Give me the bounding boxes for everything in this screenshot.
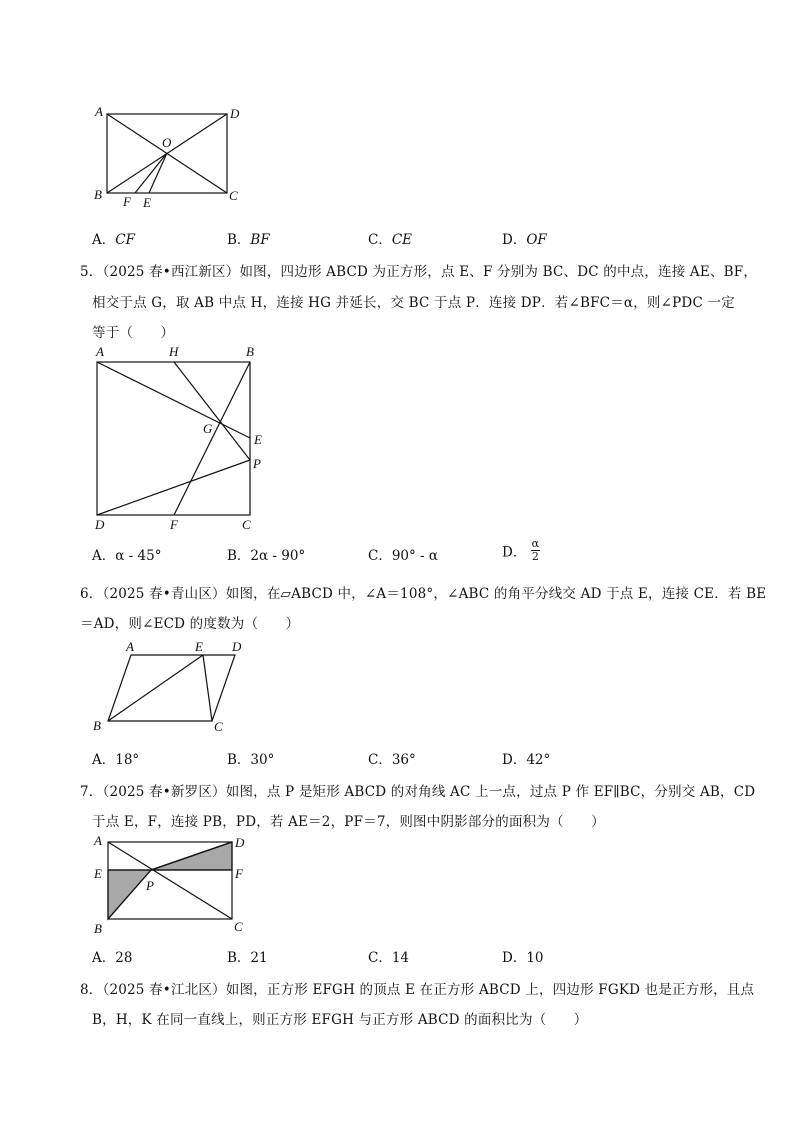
q5-line-3: 等于（ ） xyxy=(92,325,175,341)
q5-option-d[interactable]: D． $\frac{\alpha}{2}$ xyxy=(502,537,540,563)
label-D: D xyxy=(95,517,105,532)
figure-q6 xyxy=(88,637,258,737)
label-E: E xyxy=(195,639,203,654)
q7-option-d[interactable]: D．10 xyxy=(502,950,544,966)
label-B: B xyxy=(94,187,102,202)
q5-option-b[interactable]: B．2α - 90° xyxy=(227,548,306,564)
figure-q4 xyxy=(90,100,250,215)
label-P: P xyxy=(253,456,261,471)
segment-ce xyxy=(203,655,212,721)
q7-line-2: 于点 E，F，连接 PB，PD，若 AE＝2，PF＝7，则图中阴影部分的面积为（ ） xyxy=(92,814,605,830)
label-A: A xyxy=(94,833,102,848)
label-D: D xyxy=(230,106,240,121)
q6-option-d[interactable]: D．42° xyxy=(502,752,551,768)
q4-option-b[interactable]: B．BF xyxy=(227,232,270,248)
label-O: O xyxy=(162,135,172,150)
label-C: C xyxy=(234,919,243,934)
q8-line-1: 8．（2025 春•江北区）如图，正方形 EFGH 的顶点 E 在正方形 ABCD 上，四边形 FGKD 也是正方形，且点 xyxy=(80,982,755,998)
q6-line-1: 6．（2025 春•青山区）如图，在▱ABCD 中，∠A＝108°，∠ABC 的角平分线交 AD 于点 E，连接 CE．若 BE xyxy=(80,586,767,602)
q5-option-c[interactable]: C．90° - α xyxy=(368,548,439,564)
label-E: E xyxy=(254,432,262,447)
q7-option-b[interactable]: B．21 xyxy=(227,950,268,966)
label-F: F xyxy=(235,866,243,881)
q6-option-c[interactable]: C．36° xyxy=(368,752,416,768)
label-D: D xyxy=(232,639,242,654)
segment-be xyxy=(108,655,203,721)
q7-option-a[interactable]: A．28 xyxy=(92,950,133,966)
label-C: C xyxy=(229,188,238,203)
label-D: D xyxy=(235,835,245,850)
q5-option-a[interactable]: A．α - 45° xyxy=(92,548,162,564)
label-B: B xyxy=(93,718,101,733)
q7-line-1: 7．（2025 春•新罗区）如图，点 P 是矩形 ABCD 的对角线 AC 上一点，过点 P 作 EF∥BC，分别交 AB，CD xyxy=(80,784,756,800)
q6-option-b[interactable]: B．30° xyxy=(227,752,275,768)
q4-option-a[interactable]: A．CF xyxy=(92,232,135,248)
q4-option-c[interactable]: C．CE xyxy=(368,232,413,248)
q4-option-d[interactable]: D．OF xyxy=(502,232,547,248)
q6-option-a[interactable]: A．18° xyxy=(92,752,140,768)
label-E: E xyxy=(94,866,102,881)
label-A: A xyxy=(96,344,104,359)
q6-line-2: ＝AD，则∠ECD 的度数为（ ） xyxy=(80,616,300,632)
label-H: H xyxy=(169,344,179,359)
square-abcd xyxy=(97,362,250,515)
q5-line-2: 相交于点 G，取 AB 中点 H，连接 HG 并延长，交 BC 于点 P．连接 DP．若∠BFC＝α，则∠PDC 一定 xyxy=(92,295,735,311)
segment-bf xyxy=(174,362,250,515)
figure-q7 xyxy=(88,832,258,940)
q7-option-c[interactable]: C．14 xyxy=(368,950,410,966)
label-C: C xyxy=(242,517,251,532)
label-F: F xyxy=(123,194,131,209)
q5-line-1: 5．（2025 春•西江新区）如图，四边形 ABCD 为正方形，点 E、F 分别为 BC、DC 的中点，连接 AE、BF， xyxy=(80,264,758,280)
label-A: A xyxy=(126,639,134,654)
label-P: P xyxy=(146,878,154,893)
segment-dp xyxy=(97,460,250,515)
fraction-alpha-over-2: $\frac{\alpha}{2}$ xyxy=(531,537,540,563)
segment-ae xyxy=(97,362,250,438)
label-C: C xyxy=(214,719,223,734)
label-A: A xyxy=(95,104,103,119)
segment-hp xyxy=(174,362,250,460)
label-B: B xyxy=(94,921,102,936)
label-E: E xyxy=(143,195,151,210)
parallelogram-abcd xyxy=(108,655,235,721)
label-G: G xyxy=(203,421,213,436)
label-B: B xyxy=(246,344,254,359)
q8-line-2: B，H，K 在同一直线上，则正方形 EFGH 与正方形 ABCD 的面积比为（ ） xyxy=(92,1012,588,1028)
label-F: F xyxy=(170,517,178,532)
figure-q5 xyxy=(88,343,278,533)
segment-of xyxy=(135,153,167,193)
